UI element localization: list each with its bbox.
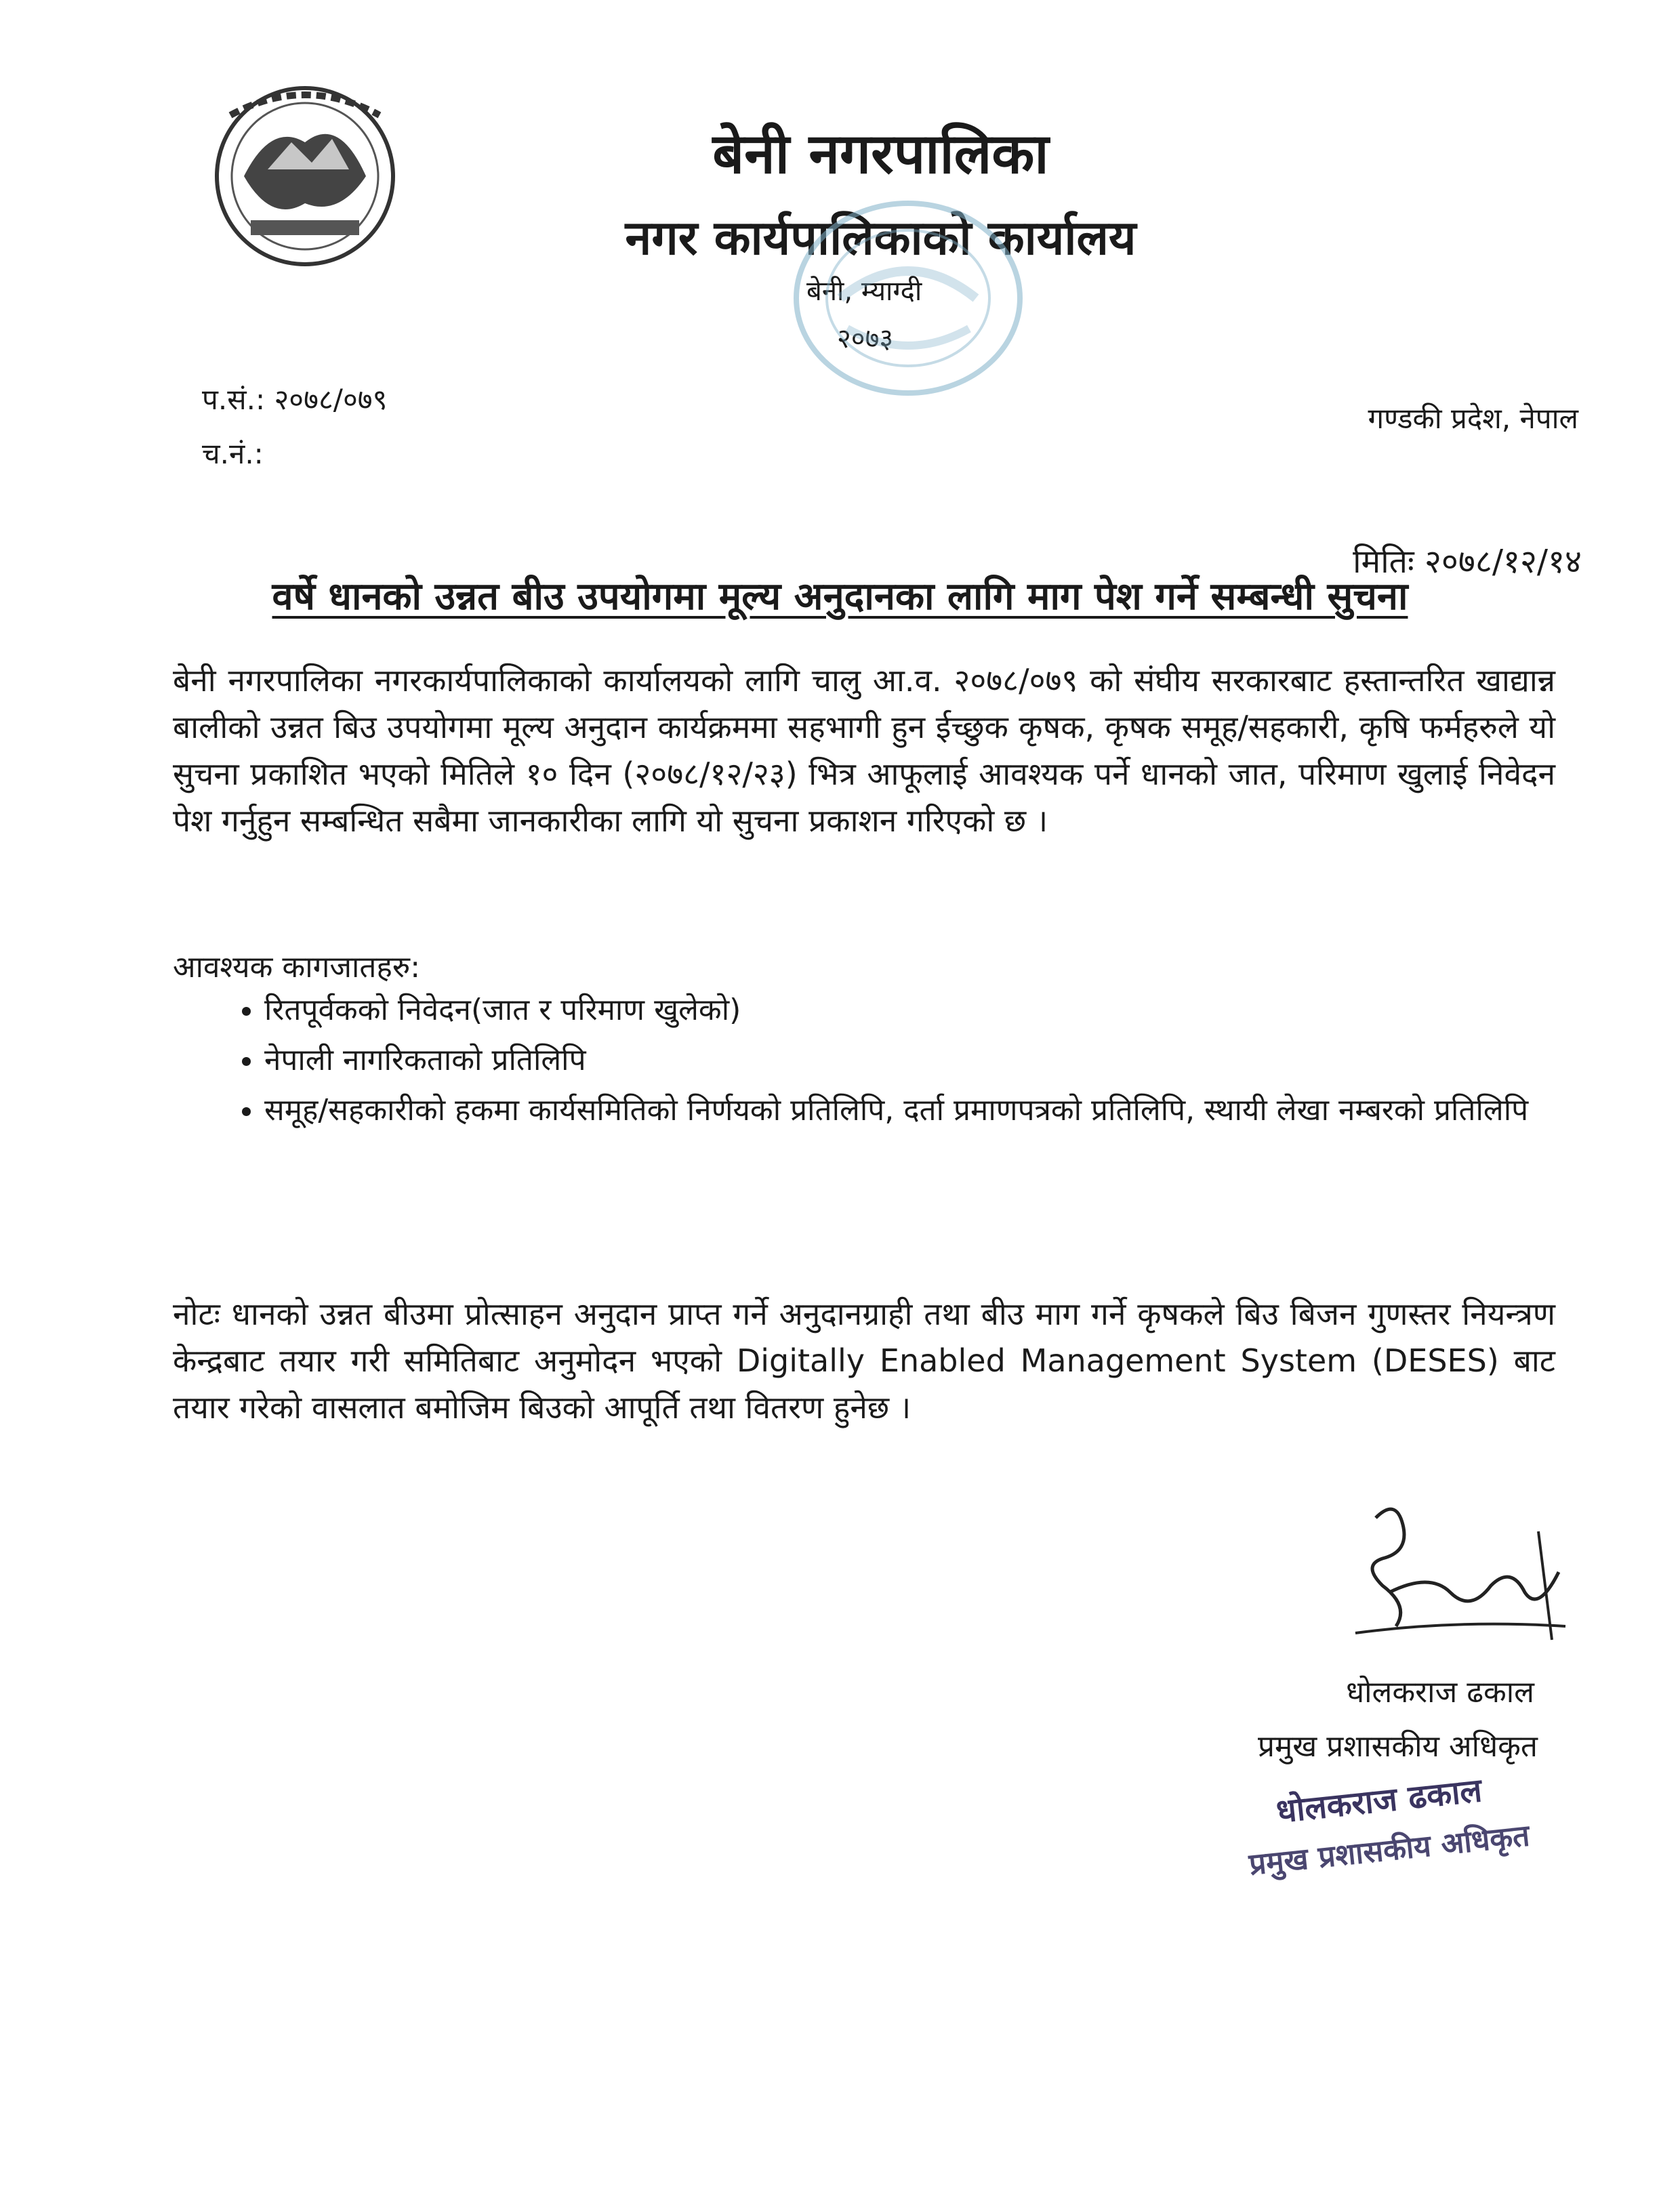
dispatch-number: च.नं.:: [202, 437, 264, 470]
requirements-list: [217, 986, 1606, 1136]
requirements-label: आवश्यक कागजातहरु:: [173, 950, 421, 985]
province-address: गण्डकी प्रदेश, नेपाल: [1368, 402, 1578, 435]
note-paragraph: नोटः धानको उन्नत बीउमा प्रोत्साहन अनुदान प्राप्त गर्ने अनुदानग्राही तथा बीउ माग गर्ने कृषकले बिउ बिजन गुणस्तर नियन्त्रण केन्द्रबाट तयार गरी समितिबाट अनुमोदन भएको Digitally Enabled Management System (DESES) बाट तयार गरेको वासलात बमोजिम बिउको आपूर्ति तथा वितरण हुनेछ ।: [173, 1296, 1555, 1426]
municipality-name: बेनी नगरपालिका: [712, 122, 1049, 186]
requirement-item: • रितपूर्वकको निवेदन(जात र परिमाण खुलेको): [264, 986, 1606, 1035]
signatory-name: धोलकराज ढकाल: [1346, 1675, 1534, 1710]
office-name: नगर कार्यपालिकाको कार्यालय: [625, 210, 1136, 266]
requirement-item: • समूह/सहकारीको हकमा कार्यसमितिको निर्णयको प्रतिलिपि, दर्ता प्रमाणपत्रको प्रतिलिपि, स्थायी लेखा नम्बरको प्रतिलिपि: [264, 1086, 1606, 1135]
notice-subject-text: वर्षे धानको उन्नत बीउ उपयोगमा मूल्य अनुदानका लागि माग पेश गर्ने सम्बन्धी सुचना: [272, 575, 1408, 619]
signatory-title: प्रमुख प्रशासकीय अधिकृत: [1257, 1729, 1538, 1764]
reference-number: प.सं.: २०७८/०७९: [202, 383, 388, 416]
name-stamp-line1: धोलकराज ढकाल: [1274, 1771, 1484, 1831]
office-location: बेनी, म्याग्दी: [806, 276, 922, 307]
requirement-item: • नेपाली नागरिकताको प्रतिलिपि: [264, 1036, 1606, 1085]
handwritten-signature-icon: [1335, 1491, 1579, 1660]
office-seal-stamp-icon: [779, 183, 1037, 413]
notice-subject: [0, 569, 1680, 621]
notice-date: मितिः २०७८/१२/१४: [1353, 543, 1582, 581]
established-year: २०७३: [837, 323, 894, 354]
name-stamp-line2: प्रमुख प्रशासकीय अधिकृत: [1247, 1818, 1532, 1882]
notice-body-paragraph: बेनी नगरपालिका नगरकार्यपालिकाको कार्यालयको लागि चालु आ.व. २०७८/०७९ को संघीय सरकारबाट हस्तान्तरित खाद्यान्न बालीको उन्नत बिउ उपयोगमा मूल्य अनुदान कार्यक्रममा सहभागी हुन ईच्छुक कृषक, कृषक समूह/सहकारी, कृषि फर्महरुले यो सुचना प्रकाशित भएको मितिले १० दिन (२०७८/१२/२३) भित्र आफूलाई आवश्यक पर्ने धानको जात, परिमाण खुलाई निवेदन पेश गर्नुहुन सम्बन्धित सबैमा जानकारीका लागि यो सुचना प्रकाशन गरिएको छ ।: [173, 662, 1555, 839]
